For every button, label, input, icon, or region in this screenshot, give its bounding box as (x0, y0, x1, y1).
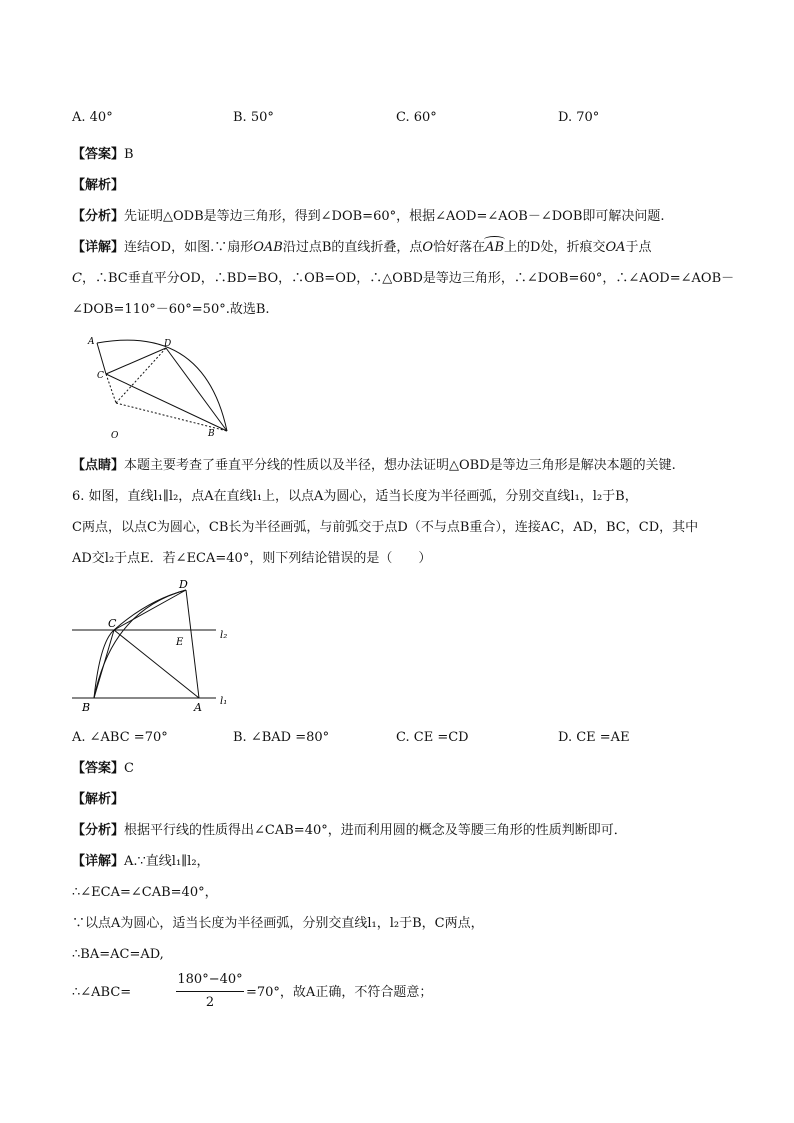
label-b: B (208, 429, 215, 439)
xiangjie-text: A.∵直线l₁∥l₂， (124, 854, 210, 869)
q6-xiangjie-line-5-pre: ∴∠ABC= (72, 985, 132, 1000)
xiangjie-text: 沿过点B的直线折叠，点 (282, 240, 423, 255)
q6-xiangjie-line-4: ∴BA=AC=AD, (72, 947, 164, 962)
answer-tag: 【答案】 (72, 761, 125, 776)
q6-option-a: A. ∠ABC =70° (72, 730, 168, 745)
answer-value: B (124, 147, 134, 162)
q6-stem-line-3: AD交l₂于点E．若∠ECA=40°，则下列结论错误的是（ ） (72, 551, 432, 566)
label-d: D (164, 339, 172, 349)
segment-db (166, 348, 227, 431)
segment-cd (114, 590, 186, 630)
xiangjie-text: 连结OD，如图.∵扇形 (124, 240, 254, 255)
q6-option-d: D. CE =AE (558, 730, 630, 745)
xiangjie-text: 上的D处，折痕交 (504, 240, 606, 255)
q5-option-d: D. 70° (558, 110, 600, 125)
q5-xiangjie-line-2 (72, 270, 734, 288)
q5-option-c: C. 60° (396, 110, 437, 125)
fenxi-tag: 【分析】 (72, 209, 125, 224)
q6-xiangjie-line-2: ∴∠ECA=∠CAB=40°， (72, 885, 218, 900)
q5-fenxi-line (72, 208, 665, 226)
fraction-bar (176, 991, 244, 992)
q6-xiangjie-line-5-post: =70°，故A正确，不符合题意； (246, 985, 433, 1000)
q5-dianjing-line (72, 457, 676, 475)
arc-center-c (94, 590, 186, 698)
q6-analysis-tag (72, 791, 124, 809)
q5-figure (84, 332, 244, 444)
fenxi-text: 根据平行线的性质得出∠CAB=40°，进而利用圆的概念及等腰三角形的性质判断即可． (124, 823, 627, 838)
fenxi-tag: 【分析】 (72, 823, 125, 838)
q6-option-c: C. CE =CD (396, 730, 469, 745)
sector-arc (97, 340, 227, 431)
fenxi-text: 先证明△ODB是等边三角形，得到∠DOB=60°，根据∠AOD=∠AOB－∠DOB即可解决问题. (124, 209, 665, 224)
xiangjie-tag: 【详解】 (72, 854, 125, 869)
q6-xiangjie-line-1 (72, 853, 210, 871)
q6-stem-line-2: C两点，以点C为圆心，CB长为半径画弧，与前弧交于点D（不与点B重合），连接AC，AD，BC，CD，其中 (72, 520, 699, 535)
q5-option-b: B. 50° (233, 110, 274, 125)
segment-cd (106, 348, 166, 374)
analysis-tag: 【解析】 (72, 792, 125, 807)
dianjing-text: 本题主要考查了垂直平分线的性质以及半径，想办法证明△OBD是等边三角形是解决本题的关键. (124, 458, 676, 473)
segment-od (116, 348, 166, 403)
q6-answer-line (72, 760, 134, 778)
fraction-denominator: 2 (205, 995, 215, 1010)
xiangjie-tag: 【详解】 (72, 240, 125, 255)
q5-xiangjie-line-1 (72, 239, 652, 257)
label-a: A (194, 701, 202, 714)
q5-option-a: A. 40° (72, 110, 113, 125)
answer-value: C (124, 761, 134, 776)
segment-ca (114, 630, 199, 698)
q5-analysis-tag (72, 177, 124, 195)
q5-xiangjie-line-3: ∠DOB=110°－60°=50°.故选B. (72, 302, 270, 317)
math-o: O (422, 240, 434, 255)
segment-ad (186, 590, 199, 698)
q6-option-b: B. ∠BAD =80° (233, 730, 330, 745)
label-d: D (179, 580, 188, 591)
label-b: B (82, 701, 91, 714)
q6-figure (70, 580, 240, 720)
label-c: C (108, 617, 117, 630)
arc-ab-symbol: AB (485, 240, 505, 255)
fraction-numerator: 180°−40° (177, 972, 243, 987)
xiangjie-text: ，∴BC垂直平分OD，∴BD=BO，∴OB=OD，∴△OBD是等边三角形，∴∠DOB=60°，∴∠AOD=∠AOB－ (81, 271, 735, 286)
math-oab: OAB (253, 240, 283, 255)
label-a: A (88, 337, 95, 347)
xiangjie-text: 于点 (625, 240, 652, 255)
segment-ob (116, 403, 227, 431)
q6-stem-line-1: 6. 如图，直线l₁∥l₂，点A在直线l₁上，以点A为圆心，适当长度为半径画弧，分别交直线l₁，l₂于B， (72, 489, 638, 504)
label-e: E (176, 637, 184, 648)
label-c: C (97, 371, 104, 381)
math-c: C (72, 271, 82, 286)
q5-answer-line (72, 146, 134, 164)
arc-center-a (94, 590, 186, 698)
label-l1: l₁ (220, 696, 228, 707)
segment-bc (94, 630, 114, 698)
math-oa: OA (605, 240, 626, 255)
answer-tag: 【答案】 (72, 147, 125, 162)
dianjing-tag: 【点睛】 (72, 458, 125, 473)
label-l2: l₂ (220, 630, 228, 641)
label-o: O (111, 431, 119, 441)
q6-xiangjie-line-3: ∵以点A为圆心，适当长度为半径画弧，分别交直线l₁，l₂于B，C两点， (72, 916, 484, 931)
segment-oa-top (97, 343, 106, 374)
analysis-tag: 【解析】 (72, 178, 125, 193)
q6-fenxi-line (72, 822, 627, 840)
xiangjie-text: 恰好落在 (433, 240, 486, 255)
